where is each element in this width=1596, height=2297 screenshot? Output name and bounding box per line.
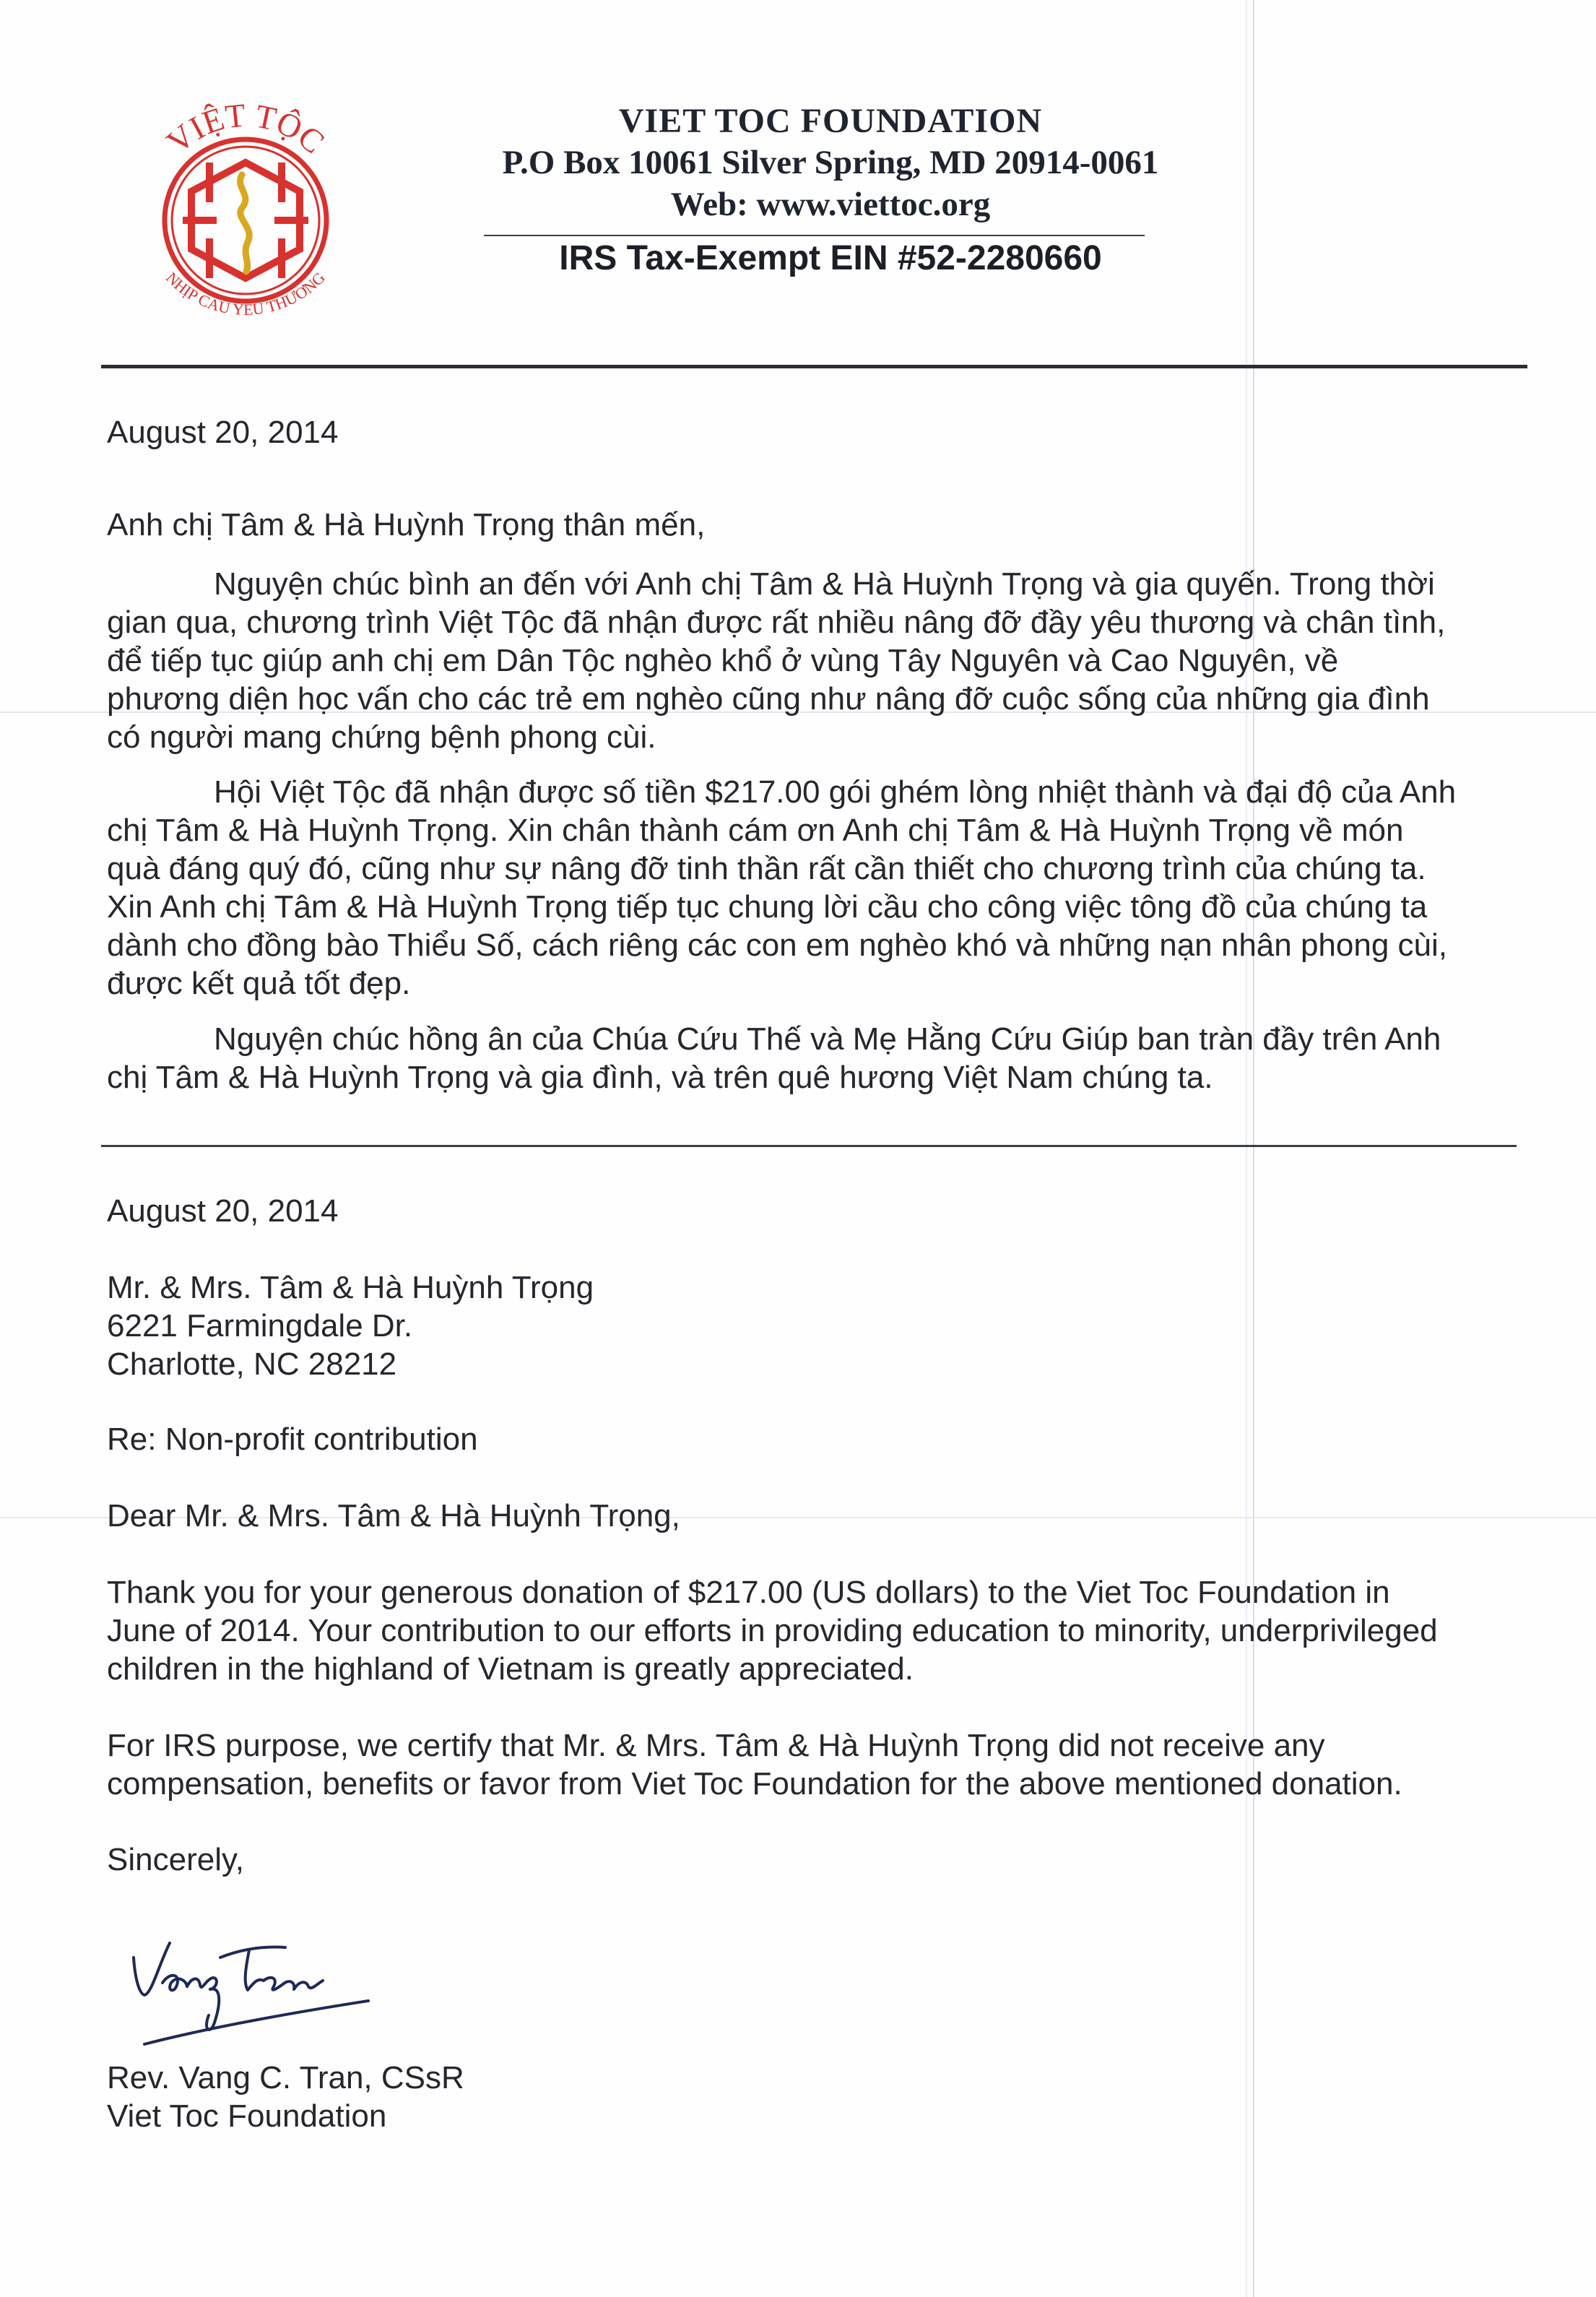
logo-motto-text: NHỊP CẦU YÊU THƯƠNG <box>162 268 329 319</box>
recipient-city: Charlotte, NC 28212 <box>107 1346 397 1382</box>
viet-p1-line: phương diện học vấn cho các trẻ em nghèo cũng như nâng đỡ cuộc sống của những gia đình <box>107 681 1430 717</box>
letterhead-divider <box>484 235 1145 236</box>
recipient-address <box>107 1268 1522 1383</box>
viet-paragraph-3 <box>107 1020 1522 1096</box>
eng-letter-salutation: Dear Mr. & Mrs. Tâm & Hà Huỳnh Trọng, <box>107 1498 680 1534</box>
viet-p2-line: Hội Việt Tộc đã nhận được số tiền $217.00 gói ghém lòng nhiệt thành và đại độ của Anh <box>214 774 1457 810</box>
handwritten-signature <box>119 1914 386 2059</box>
re-line: Re: Non-profit contribution <box>107 1422 478 1457</box>
recipient-street: 6221 Farmingdale Dr. <box>107 1308 413 1344</box>
viet-p3-line: Nguyện chúc hồng ân của Chúa Cứu Thế và Mẹ Hằng Cứu Giúp ban tràn đầy trên Anh <box>214 1021 1441 1057</box>
eng-p2-line: For IRS purpose, we certify that Mr. & Mrs. Tâm & Hà Huỳnh Trọng did not receive any <box>107 1728 1325 1763</box>
signer-block <box>107 2059 1522 2135</box>
viet-p2-line: dành cho đồng bào Thiểu Số, cách riêng các con em nghèo khó và những nạn nhân phong cùi, <box>107 927 1448 963</box>
svg-text:VIỆT TỘC <box>160 96 331 160</box>
eng-p1-line: Thank you for your generous donation of $217.00 (US dollars) to the Viet Toc Foundation in <box>107 1575 1390 1610</box>
header-rule <box>101 365 1527 368</box>
eng-paragraph-2 <box>107 1726 1522 1803</box>
eng-p2-line: compensation, benefits or favor from Viet Toc Foundation for the above mentioned donation. <box>107 1766 1402 1801</box>
logo-title-text: VIỆT TỘC <box>160 96 332 161</box>
eng-p1-line: children in the highland of Vietnam is greatly appreciated. <box>107 1651 914 1687</box>
section-divider <box>101 1145 1517 1147</box>
signer-name: Rev. Vang C. Tran, CSsR <box>107 2060 464 2095</box>
viet-p1-line: có người mang chứng bệnh phong cùi. <box>107 719 656 755</box>
closing: Sincerely, <box>107 1842 244 1877</box>
viet-p2-line: Xin Anh chị Tâm & Hà Huỳnh Trọng tiếp tục chung lời cầu cho công việc tông đồ của chúng ta <box>107 889 1428 925</box>
viet-p2-line: quà đáng quý đó, cũng như sự nâng đỡ tinh thần rất cần thiết cho chương trình của chúng ta. <box>107 851 1426 886</box>
viet-p1-line: Nguyện chúc bình an đến với Anh chị Tâm & Hà Huỳnh Trọng và gia quyến. Trong thời <box>214 566 1435 602</box>
eng-letter-date: August 20, 2014 <box>107 1193 339 1229</box>
viet-paragraph-1 <box>107 565 1522 756</box>
viet-p1-line: để tiếp tục giúp anh chị em Dân Tộc nghèo khổ ở vùng Tây Nguyên và Cao Nguyên, về <box>107 643 1339 678</box>
org-website: Web: www.viettoc.org <box>670 186 991 223</box>
viet-p3-line: chị Tâm & Hà Huỳnh Trọng và gia đình, và trên quê hương Việt Nam chúng ta. <box>107 1060 1213 1095</box>
org-name: VIET TOC FOUNDATION <box>618 102 1043 140</box>
viet-letter-salutation: Anh chị Tâm & Hà Huỳnh Trọng thân mến, <box>107 507 706 542</box>
viet-p1-line: gian qua, chương trình Việt Tộc đã nhận được rất nhiều nâng đỡ đầy yêu thương và chân tình, <box>107 605 1446 640</box>
org-address: P.O Box 10061 Silver Spring, MD 20914-0061 <box>502 144 1159 181</box>
recipient-name: Mr. & Mrs. Tâm & Hà Huỳnh Trọng <box>107 1270 594 1305</box>
fold-crease <box>1253 0 1254 2297</box>
viet-p2-line: được kết quả tốt đẹp. <box>107 966 411 1001</box>
fold-crease <box>1246 0 1247 2297</box>
viet-paragraph-2 <box>107 773 1522 1003</box>
viet-p2-line: chị Tâm & Hà Huỳnh Trọng. Xin chân thành cám ơn Anh chị Tâm & Hà Huỳnh Trọng về món <box>107 813 1404 848</box>
viet-letter-date: August 20, 2014 <box>107 415 339 450</box>
signer-organization: Viet Toc Foundation <box>107 2098 387 2134</box>
viet-toc-logo <box>126 94 365 332</box>
eng-p1-line: June of 2014. Your contribution to our efforts in providing education to minority, underprivileged <box>107 1613 1438 1648</box>
org-ein: IRS Tax-Exempt EIN #52-2280660 <box>559 239 1102 277</box>
eng-paragraph-1 <box>107 1573 1522 1688</box>
